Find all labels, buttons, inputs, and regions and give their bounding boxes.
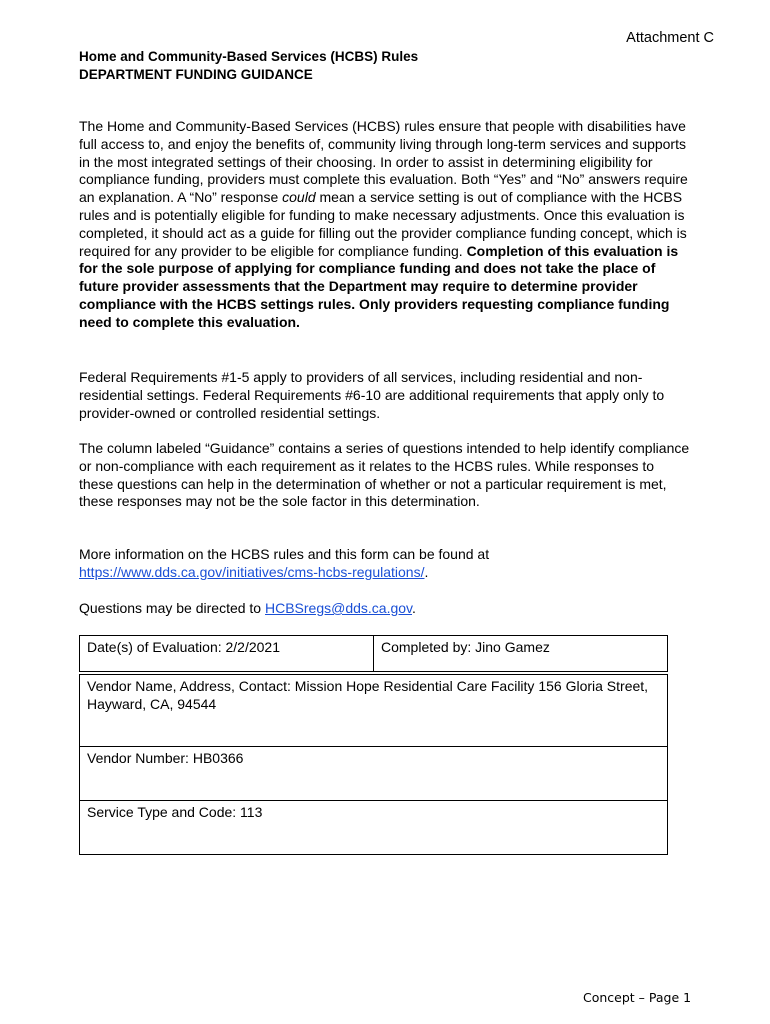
attachment-label: Attachment C xyxy=(626,30,714,46)
more-info-text: More information on the HCBS rules and this form can be found at xyxy=(79,546,490,562)
title-line-1: Home and Community-Based Services (HCBS) Rules xyxy=(79,49,419,64)
intro-paragraph xyxy=(79,118,691,332)
intro-text-2: mean a service setting is out of compliance with the HCBS rules and is potentially eligible for funding to make necessary adjustments. Once this evaluation is completed, it should act as a guide for filling out the provider compliance funding concept, which is required for any provider to be eligible for compliance funding. xyxy=(79,189,687,259)
more-info-period: . xyxy=(424,563,429,580)
title-line-2: DEPARTMENT FUNDING GUIDANCE xyxy=(79,67,313,82)
questions-paragraph xyxy=(79,600,691,618)
questions-text: Questions may be directed to xyxy=(79,600,265,616)
federal-paragraph xyxy=(79,369,691,422)
completed-by-field[interactable]: Completed by: Jino Gamez xyxy=(373,635,668,672)
guidance-paragraph xyxy=(79,440,691,511)
more-info-paragraph xyxy=(79,546,691,582)
document-heading xyxy=(79,48,418,84)
hcbs-email-link[interactable]: HCBSregs@dds.ca.gov xyxy=(265,600,413,616)
federal-text: Federal Requirements #1-5 apply to providers of all services, including residential and non-residential settings. Federal Requirements #6-10 are additional requirements that apply only to provider-owned or controlled residential settings. xyxy=(79,369,665,421)
guidance-text: The column labeled “Guidance” contains a series of questions intended to help identify compliance or non-compliance with each requirement as it relates to the HCBS rules. While responses to these questions can help in the determination of whether or not a particular requirement is met, these responses may not be the sole factor in this determination. xyxy=(79,440,690,510)
vendor-number-field[interactable]: Vendor Number: HB0366 xyxy=(79,746,668,801)
questions-period: . xyxy=(412,600,416,616)
vendor-info-field[interactable]: Vendor Name, Address, Contact: Mission Hope Residential Care Facility 156 Gloria Street, Hayward, CA, 94544 xyxy=(79,674,668,747)
service-type-field[interactable]: Service Type and Code: 113 xyxy=(79,800,668,855)
hcbs-regulations-link[interactable]: https://www.dds.ca.gov/initiatives/cms-hcbs-regulations/ xyxy=(79,563,425,580)
page-footer: Concept – Page 1 xyxy=(583,990,692,1005)
intro-bold: Completion of this evaluation is for the sole purpose of applying for compliance funding and does not take the place of future provider assessments that the Department may require to determine provider compliance with the HCBS settings rules. Only providers requesting compliance funding need to complete this evaluation. xyxy=(79,242,679,330)
intro-text-1: The Home and Community-Based Services (HCBS) rules ensure that people with disabilities have full access to, and enjoy the benefits of, community living through long-term services and supports in the most integrated settings of their choosing. In order to assist in determining eligibility for compliance funding, providers must complete this evaluation. Both “Yes” and “No” answers require an explanation. A “No” response xyxy=(79,118,688,206)
evaluation-date-field[interactable]: Date(s) of Evaluation: 2/2/2021 xyxy=(79,635,374,672)
intro-italic: could xyxy=(282,189,316,206)
